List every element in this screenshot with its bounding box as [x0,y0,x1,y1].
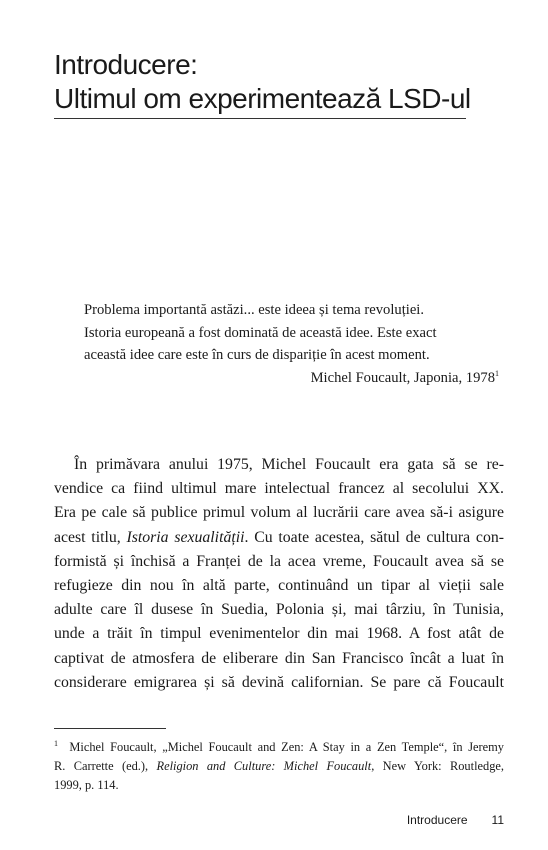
footnote-reference[interactable]: 1 [495,368,499,378]
body-line [54,526,504,550]
running-head: Introducere [406,813,468,827]
footnote [54,738,504,795]
page-number: 11 [491,813,504,827]
body-line: formistă și închisă a Franței de la acea vreme, Foucault avea să se [54,552,504,570]
body-line: considerare emigrarea și să devină californian. Se pare că Foucault [54,673,504,691]
body-line: refugieze din nou în altă parte, continuând un tipar al vieții sale [54,577,504,595]
footnote-line [54,738,504,757]
epigraph-line: această idee care este în curs de dispariție în acest moment. [84,347,430,363]
chapter-title [54,48,494,116]
book-title-italic: Istoria sexualității [126,528,245,546]
body-line: Era pe cale să publice primul volum al lucrării care avea să-i asigure [54,504,504,522]
body-line: unde a trăit în timpul evenimentelor din mai 1968. A fost atât de [54,625,504,643]
body-text-run: acest titlu, [54,528,127,546]
footnote-line [54,757,504,776]
chapter-title-line-2: Ultimul om experimentează LSD-ul [54,83,471,114]
epigraph-line: Problema importantă astăzi... este ideea și tema revoluției. [84,302,424,318]
footnote-text: R. Carrette (ed.), [54,759,157,773]
chapter-title-line-1: Introducere: [54,49,198,80]
footnote-text: Michel Foucault, „Michel Foucault and Zen: A Stay in a Zen Temple“, în Jeremy [69,740,504,754]
body-line: adulte care îl dusese în Suedia, Polonia și, mai târziu, în Tunisia, [54,601,504,619]
epigraph-line: Istoria europeană a fost dominată de această idee. Este exact [84,324,437,341]
epigraph [84,299,504,389]
body-text-run: . Cu toate acestea, sătul de cultura con- [244,528,504,546]
footnote-line: 1999, p. 114. [54,778,119,792]
body-line: captivat de atmosfera de eliberare din San Francisco încât a luat în [54,649,504,667]
footnote-book-title: Religion and Culture: Michel Foucault [156,759,372,773]
footnote-number: 1 [54,738,58,748]
page-footer [380,812,504,828]
body-line: vendice ca fiind ultimul mare intelectual francez al secolului XX. [54,480,504,498]
epigraph-attribution-text: Michel Foucault, Japonia, 1978 [310,369,495,386]
footnote-text: , New York: Routledge, [371,759,504,773]
body-paragraph [54,453,504,695]
body-line: În primăvara anului 1975, Michel Foucault era gata să se re- [74,456,504,473]
epigraph-attribution [84,367,499,390]
title-divider [54,118,466,119]
footnote-divider [54,728,166,729]
